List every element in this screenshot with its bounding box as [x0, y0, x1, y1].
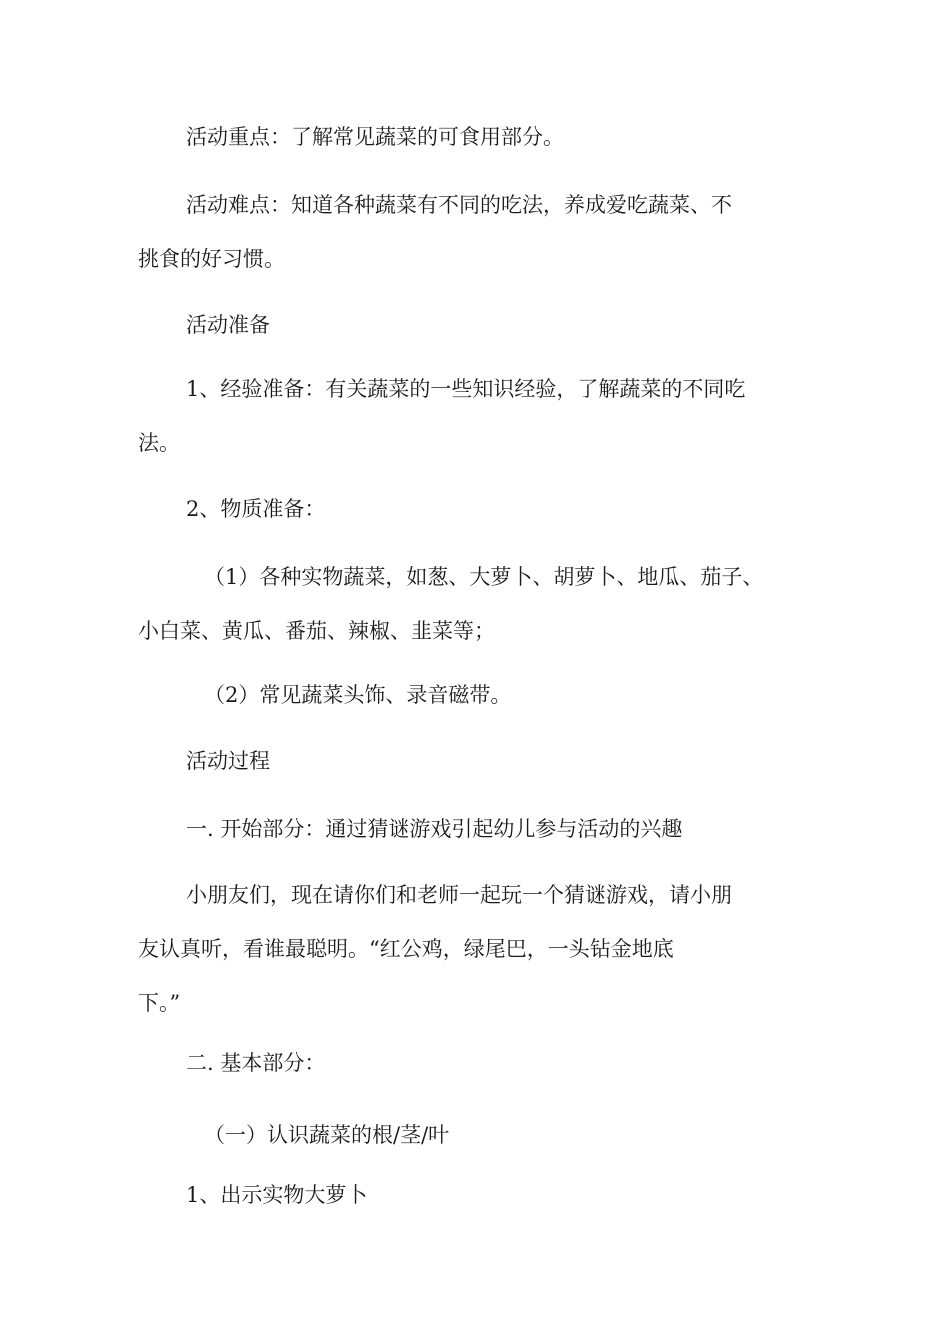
- text-line: 一. 开始部分：通过猜谜游戏引起幼儿参与活动的兴趣: [186, 817, 683, 841]
- paragraph-step-1: [138, 1168, 818, 1222]
- text-line: 挑食的好习惯。: [138, 247, 285, 271]
- text-line: 小白菜、黄瓜、番茄、辣椒、韭菜等；: [138, 619, 495, 643]
- text-line: 活动难点：知道各种蔬菜有不同的吃法，养成爱吃蔬菜、不: [186, 193, 732, 217]
- text-line: 二. 基本部分：: [186, 1051, 326, 1075]
- text-line: 1、出示实物大萝卜: [186, 1183, 368, 1207]
- paragraph-material-prep: [138, 482, 818, 536]
- text-line: （一）认识蔬菜的根/茎/叶: [204, 1123, 450, 1147]
- text-line: 小朋友们，现在请你们和老师一起玩一个猜谜游戏，请小朋: [186, 883, 732, 907]
- text-line: （2）常见蔬菜头饰、录音磁带。: [204, 683, 512, 707]
- paragraph-material-item-1: [138, 550, 818, 658]
- text-line: 1、经验准备：有关蔬菜的一些知识经验，了解蔬菜的不同吃: [186, 377, 746, 401]
- text-line: 法。: [138, 431, 180, 455]
- heading-opening-part: [138, 802, 818, 856]
- text-line: 活动过程: [186, 749, 270, 773]
- paragraph-activity-difficulty: [138, 178, 818, 286]
- text-line: 活动准备: [186, 313, 270, 337]
- paragraph-material-item-2: [138, 668, 818, 722]
- heading-basic-part: [138, 1036, 818, 1090]
- text-line: 2、物质准备：: [186, 497, 326, 521]
- text-line: （1）各种实物蔬菜，如葱、大萝卜、胡萝卜、地瓜、茄子、: [204, 565, 764, 589]
- heading-activity-preparation: [138, 298, 818, 352]
- heading-section-roots-stems-leaves: [138, 1108, 818, 1162]
- paragraph-riddle: [138, 868, 818, 1030]
- paragraph-activity-focus: [138, 110, 818, 164]
- text-line: 活动重点：了解常见蔬菜的可食用部分。: [186, 125, 564, 149]
- text-line: 友认真听，看谁最聪明。“红公鸡，绿尾巴，一头钻金地底: [138, 937, 674, 961]
- heading-activity-process: [138, 734, 818, 788]
- text-line: 下。”: [138, 991, 181, 1015]
- paragraph-experience-prep: [138, 362, 818, 470]
